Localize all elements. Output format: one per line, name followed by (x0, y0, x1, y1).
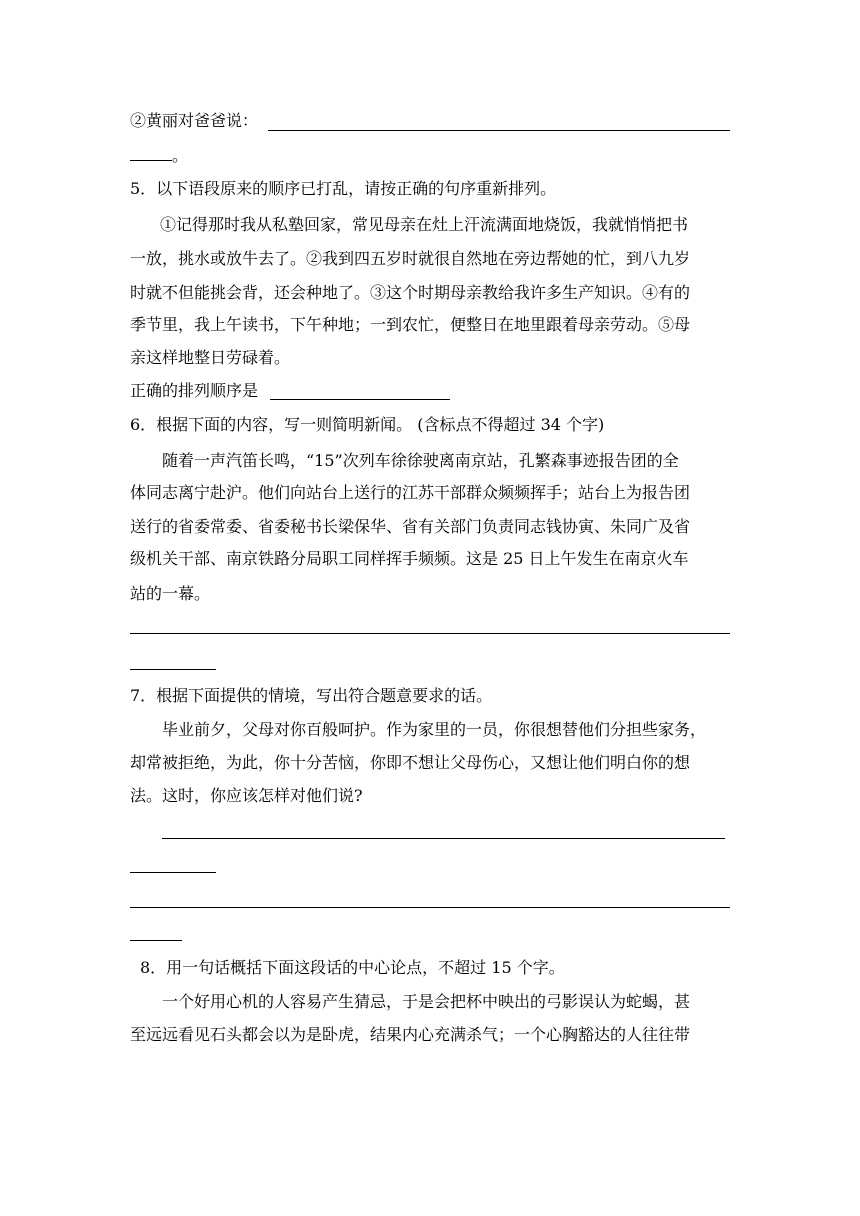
q5-title: 5．以下语段原来的顺序已打乱，请按正确的句序重新排列。 (130, 179, 557, 198)
q5-line: 亲这样地整日劳碌着。 (130, 348, 291, 367)
q4-end: 。 (172, 146, 189, 165)
q6-line: 体同志离宁赴沪。他们向站台上送行的江苏干部群众频频挥手；站台上为报告团 (130, 483, 691, 502)
q4-prompt: ②黄丽对爸爸说： (130, 111, 259, 130)
q6-line: 站的一幕。 (130, 584, 211, 603)
q5-line: 时就不但能挑会背，还会种地了。③这个时期母亲教给我许多生产知识。④有的 (130, 283, 691, 302)
answer-blank (130, 633, 730, 634)
q7-line: 法。这时，你应该怎样对他们说? (130, 786, 363, 805)
answer-blank (130, 907, 730, 908)
answer-blank (270, 399, 450, 400)
answer-blank (130, 669, 216, 670)
answer-blank (162, 838, 725, 839)
q6-line: 级机关干部、南京铁路分局职工同样挥手频频。这是 25 日上午发生在南京火车 (130, 549, 689, 568)
q5-answer-label: 正确的排列顺序是 (130, 381, 259, 400)
q8-title: 8．用一句话概括下面这段话的中心论点，不超过 15 个字。 (140, 958, 565, 977)
q7-title: 7．根据下面提供的情境，写出符合题意要求的话。 (130, 686, 493, 705)
q8-line: 至远远看见石头都会以为是卧虎，结果内心充满杀气；一个心胸豁达的人往往带 (130, 1025, 691, 1044)
q8-line: 一个好用心机的人容易产生猜忌，于是会把杯中映出的弓影误认为蛇蝎，甚 (162, 992, 691, 1011)
q6-title: 6．根据下面的内容，写一则简明新闻。 (含标点不得超过 34 个字) (130, 415, 605, 434)
answer-blank (130, 872, 216, 873)
answer-blank (268, 130, 730, 131)
q6-line: 随着一声汽笛长鸣，“15”次列车徐徐驶离南京站，孔繁森事迹报告团的全 (162, 451, 679, 470)
q5-line: 季节里，我上午读书，下午种地；一到农忙，便整日在地里跟着母亲劳动。⑤母 (130, 315, 691, 334)
q5-line: 一放，挑水或放牛去了。②我到四五岁时就很自然地在旁边帮她的忙，到八九岁 (130, 249, 691, 268)
q6-line: 送行的省委常委、省委秘书长梁保华、省有关部门负责同志钱协寅、朱同广及省 (130, 517, 691, 536)
q7-line: 毕业前夕，父母对你百般呵护。作为家里的一员，你很想替他们分担些家务， (162, 720, 707, 739)
answer-blank (130, 940, 182, 941)
q7-line: 却常被拒绝，为此，你十分苦恼，你即不想让父母伤心，又想让他们明白你的想 (130, 753, 691, 772)
answer-blank (130, 160, 172, 161)
q5-line: ①记得那时我从私塾回家，常见母亲在灶上汗流满面地烧饭，我就悄悄把书 (160, 215, 689, 234)
